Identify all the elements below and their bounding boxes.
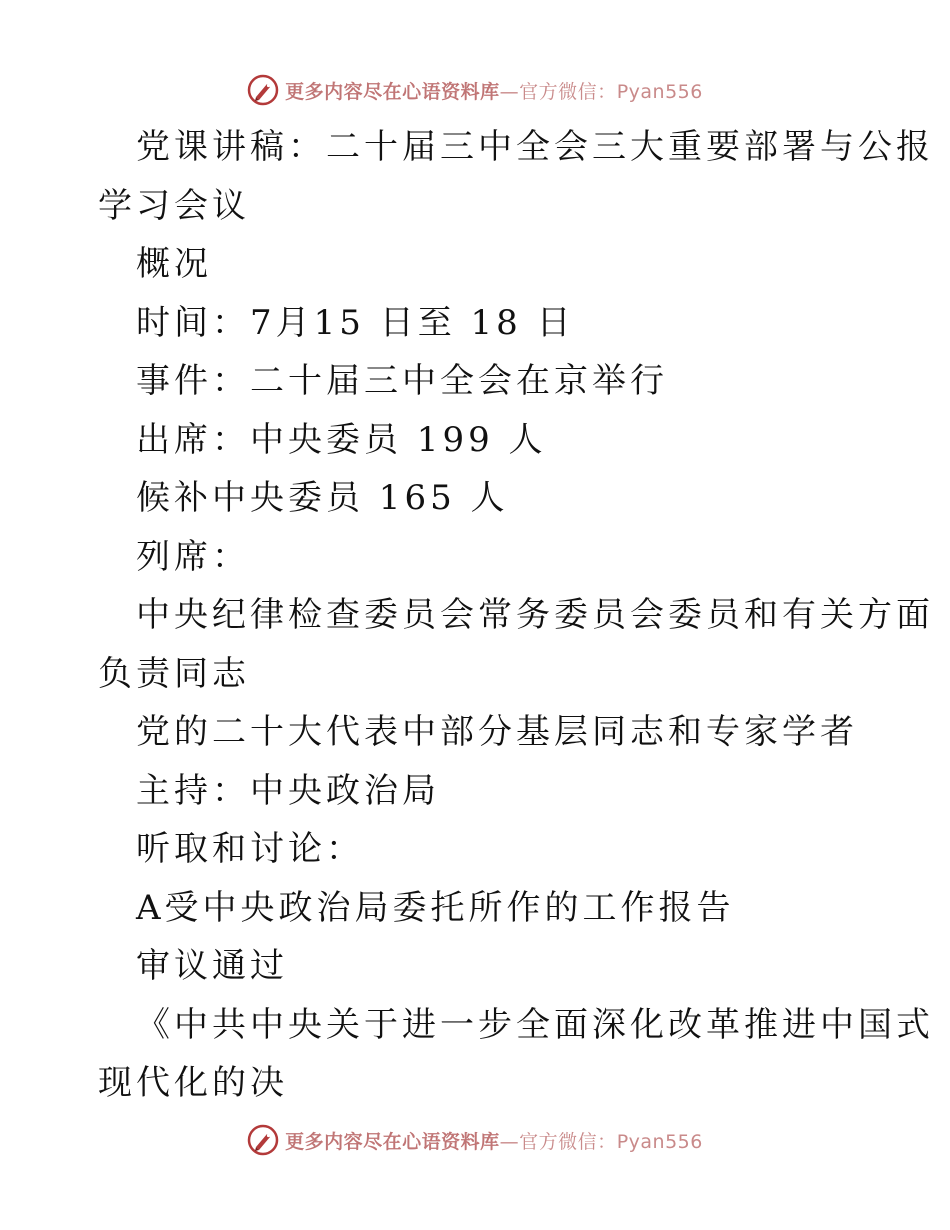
pen-logo-icon [247,1124,279,1156]
document-line: 中央纪律检查委员会常务委员会委员和有关方面 [136,595,934,635]
watermark-id: Pyan556 [616,1130,703,1153]
watermark-id: Pyan556 [616,80,703,103]
watermark-tail: 官方微信： [519,1130,617,1153]
watermark-main: 更多内容尽在心语资料库 [285,80,500,103]
document-line: 负责同志 [98,653,250,694]
document-line: 主持：中央政治局 [136,770,440,811]
document-line: 出席：中央委员 199 人 [136,419,547,460]
document-line: 候补中央委员 165 人 [136,478,509,518]
document-line: 事件：二十届三中全会在京举行 [136,361,668,401]
document-line: 时间：7月15 日至 18 日 [136,302,575,343]
document-line: 听取和讨论： [136,829,364,869]
document-line: A受中央政治局委托所作的工作报告 [136,887,735,928]
document-line: 概况 [136,244,212,284]
pen-logo-icon [247,74,279,106]
document-line: 现代化的决 [98,1063,288,1103]
document-line: 列席： [136,536,250,577]
document-line: 党的二十大代表中部分基层同志和专家学者 [136,712,858,752]
watermark-header [0,70,950,110]
document-line: 党课讲稿：二十届三中全会三大重要部署与公报 [136,127,934,167]
document-body [98,118,934,1113]
watermark-separator: — [499,80,520,103]
watermark-tail: 官方微信： [519,80,617,103]
watermark-footer [0,1120,950,1160]
watermark-main: 更多内容尽在心语资料库 [285,1130,500,1153]
watermark-text [285,77,703,104]
document-line: 审议通过 [136,946,288,986]
document-line: 《中共中央关于进一步全面深化改革推进中国式 [136,1004,934,1045]
watermark-separator: — [499,1130,520,1153]
document-line: 学习会议 [98,185,250,226]
watermark-text [285,1127,703,1154]
